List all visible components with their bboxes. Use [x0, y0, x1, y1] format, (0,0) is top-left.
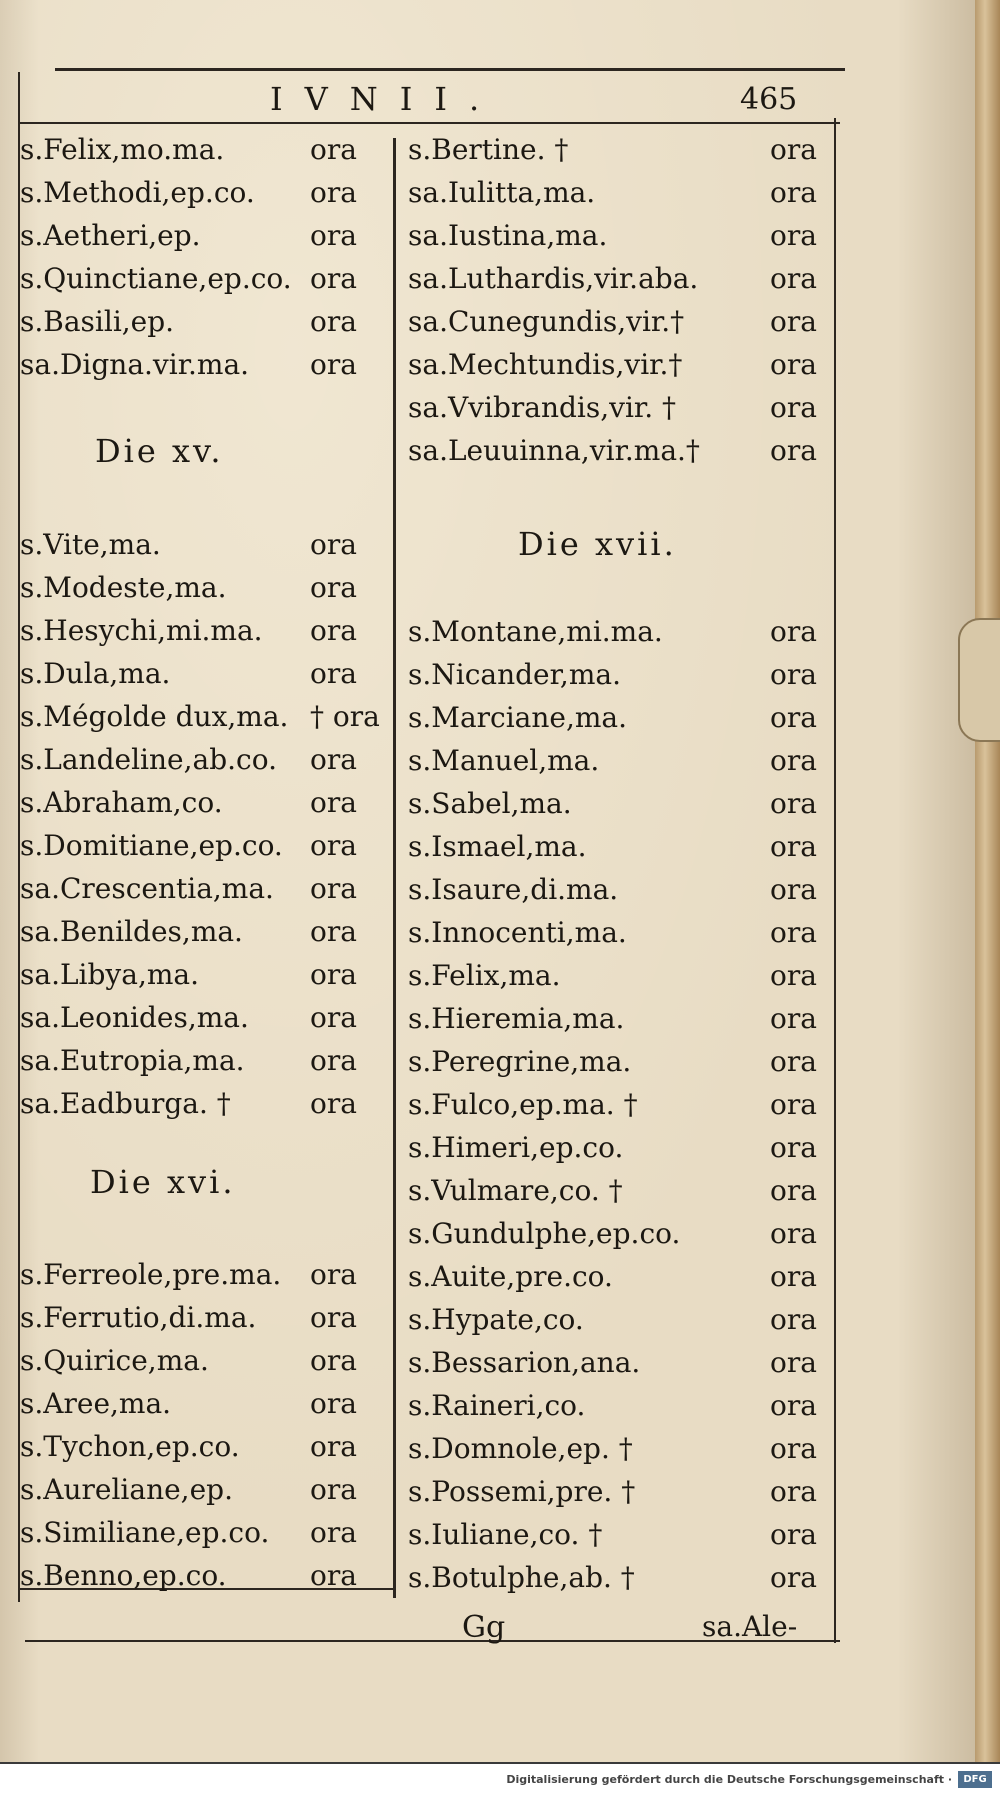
running-head: IVNII.: [270, 80, 502, 118]
response-ora: ora: [770, 219, 817, 252]
saint-name: sa.Iulitta,ma.: [408, 176, 596, 209]
response-ora: ora: [310, 219, 357, 252]
saint-name: sa.Cunegundis,vir.†: [408, 305, 685, 338]
response-ora: ora: [770, 1174, 817, 1207]
litany-entry: [20, 654, 380, 694]
response-ora: ora: [770, 744, 817, 777]
saint-name: s.Manuel,ma.: [408, 744, 600, 777]
saint-name: s.Iuliane,co. †: [408, 1518, 603, 1551]
response-ora: ora: [770, 1389, 817, 1422]
saint-name: sa.Luthardis,vir.aba.: [408, 262, 699, 295]
saint-name: s.Hieremia,ma.: [408, 1002, 625, 1035]
right-border: [834, 118, 836, 1643]
litany-entry: [20, 130, 380, 170]
litany-entry: [20, 783, 380, 823]
response-ora: ora: [310, 743, 357, 776]
litany-entry: [408, 1214, 833, 1254]
response-ora: ora: [310, 1344, 357, 1377]
saint-name: s.Mégolde dux,ma.: [20, 700, 289, 733]
response-ora: ora: [770, 133, 817, 166]
saint-name: s.Isaure,di.ma.: [408, 873, 619, 906]
litany-entry: [408, 1171, 833, 1211]
litany-entry: [20, 1556, 380, 1596]
saint-name: s.Possemi,pre. †: [408, 1475, 636, 1508]
saint-name: s.Aree,ma.: [20, 1387, 172, 1420]
litany-entry: [20, 826, 380, 866]
saint-name: s.Bessarion,ana.: [408, 1346, 641, 1379]
response-ora: † ora: [310, 700, 380, 733]
litany-entry: [20, 1341, 380, 1381]
catchword: sa.Ale-: [702, 1610, 798, 1643]
response-ora: ora: [310, 1516, 357, 1549]
response-ora: ora: [770, 1561, 817, 1594]
saint-name: s.Peregrine,ma.: [408, 1045, 632, 1078]
response-ora: ora: [310, 305, 357, 338]
litany-entry: [408, 956, 833, 996]
saint-name: s.Vite,ma.: [20, 528, 161, 561]
saint-name: s.Basili,ep.: [20, 305, 175, 338]
litany-entry: [408, 1558, 833, 1598]
litany-entry: [20, 1255, 380, 1295]
litany-entry: [20, 525, 380, 565]
response-ora: ora: [310, 1087, 357, 1120]
response-ora: ora: [770, 658, 817, 691]
response-ora: ora: [770, 1475, 817, 1508]
litany-entry: [408, 784, 833, 824]
response-ora: ora: [770, 701, 817, 734]
litany-entry: [408, 827, 833, 867]
litany-entry: [408, 1085, 833, 1125]
saint-name: s.Nicander,ma.: [408, 658, 621, 691]
saint-name: s.Felix,mo.ma.: [20, 133, 225, 166]
litany-entry: [20, 1427, 380, 1467]
header-rule: [55, 68, 845, 71]
response-ora: ora: [310, 262, 357, 295]
saint-name: s.Aureliane,ep.: [20, 1473, 233, 1506]
litany-entry: [20, 611, 380, 651]
saint-name: sa.Vvibrandis,vir. †: [408, 391, 677, 424]
response-ora: ora: [770, 1346, 817, 1379]
saint-name: s.Botulphe,ab. †: [408, 1561, 635, 1594]
signature-mark: Gg: [462, 1610, 506, 1645]
response-ora: ora: [770, 830, 817, 863]
litany-entry: [408, 741, 833, 781]
litany-entry: [408, 1429, 833, 1469]
saint-name: s.Vulmare,co. †: [408, 1174, 623, 1207]
response-ora: ora: [770, 1045, 817, 1078]
response-ora: ora: [770, 176, 817, 209]
litany-entry: [20, 740, 380, 780]
saint-name: s.Tychon,ep.co.: [20, 1430, 240, 1463]
saint-name: s.Quirice,ma.: [20, 1344, 209, 1377]
response-ora: ora: [310, 786, 357, 819]
litany-entry: [20, 1041, 380, 1081]
response-ora: ora: [770, 1131, 817, 1164]
response-ora: ora: [310, 176, 357, 209]
page-tab-marker: [958, 618, 1000, 742]
response-ora: ora: [310, 1473, 357, 1506]
saint-name: s.Ferreole,pre.ma.: [20, 1258, 282, 1291]
response-ora: ora: [770, 434, 817, 467]
dfg-logo: DFG: [958, 1771, 992, 1788]
day-heading: Die xvii.: [518, 525, 677, 563]
response-ora: ora: [770, 1260, 817, 1293]
saint-name: s.Felix,ma.: [408, 959, 561, 992]
saint-name: sa.Crescentia,ma.: [20, 872, 274, 905]
litany-entry: [408, 259, 833, 299]
response-ora: ora: [770, 959, 817, 992]
day-heading: Die xvi.: [90, 1163, 236, 1201]
litany-entry: [408, 1472, 833, 1512]
saint-name: s.Benno,ep.co.: [20, 1559, 227, 1592]
saint-name: s.Fulco,ep.ma. †: [408, 1088, 638, 1121]
response-ora: ora: [770, 787, 817, 820]
litany-entry: [408, 1128, 833, 1168]
litany-entry: [408, 431, 833, 471]
saint-name: s.Gundulphe,ep.co.: [408, 1217, 681, 1250]
response-ora: ora: [310, 1044, 357, 1077]
saint-name: s.Ismael,ma.: [408, 830, 587, 863]
response-ora: ora: [770, 1217, 817, 1250]
litany-entry: [408, 913, 833, 953]
litany-entry: [408, 1386, 833, 1426]
litany-entry: [408, 655, 833, 695]
response-ora: ora: [770, 1303, 817, 1336]
saint-name: s.Landeline,ab.co.: [20, 743, 277, 776]
litany-entry: [20, 998, 380, 1038]
litany-entry: [20, 697, 380, 737]
response-ora: ora: [310, 958, 357, 991]
digitization-bar: [0, 1762, 1000, 1797]
response-ora: ora: [310, 1559, 357, 1592]
response-ora: ora: [770, 1518, 817, 1551]
litany-entry: [20, 302, 380, 342]
saint-name: s.Himeri,ep.co.: [408, 1131, 624, 1164]
saint-name: sa.Leuuinna,vir.ma.†: [408, 434, 700, 467]
litany-entry: [20, 1513, 380, 1553]
response-ora: ora: [310, 571, 357, 604]
litany-entry: [20, 1384, 380, 1424]
saint-name: sa.Digna.vir.ma.: [20, 348, 250, 381]
response-ora: ora: [310, 1258, 357, 1291]
litany-entry: [20, 259, 380, 299]
litany-entry: [408, 345, 833, 385]
saint-name: s.Hypate,co.: [408, 1303, 584, 1336]
response-ora: ora: [310, 1430, 357, 1463]
saint-name: sa.Mechtundis,vir.†: [408, 348, 683, 381]
litany-entry: [20, 345, 380, 385]
litany-entry: [408, 173, 833, 213]
litany-entry: [408, 1300, 833, 1340]
response-ora: ora: [770, 916, 817, 949]
header-underline: [20, 122, 840, 124]
litany-entry: [20, 568, 380, 608]
saint-name: sa.Libya,ma.: [20, 958, 199, 991]
saint-name: s.Dula,ma.: [20, 657, 171, 690]
saint-name: sa.Benildes,ma.: [20, 915, 243, 948]
litany-entry: [408, 130, 833, 170]
litany-entry: [20, 1084, 380, 1124]
saint-name: s.Methodi,ep.co.: [20, 176, 255, 209]
response-ora: ora: [310, 133, 357, 166]
response-ora: ora: [310, 528, 357, 561]
response-ora: ora: [310, 348, 357, 381]
saint-name: s.Auite,pre.co.: [408, 1260, 613, 1293]
saint-name: s.Marciane,ma.: [408, 701, 627, 734]
litany-entry: [408, 999, 833, 1039]
saint-name: s.Domnole,ep. †: [408, 1432, 633, 1465]
litany-entry: [20, 216, 380, 256]
response-ora: ora: [770, 262, 817, 295]
litany-entry: [408, 216, 833, 256]
saint-name: s.Aetheri,ep.: [20, 219, 201, 252]
saint-name: s.Hesychi,mi.ma.: [20, 614, 263, 647]
response-ora: ora: [770, 391, 817, 424]
litany-entry: [408, 698, 833, 738]
litany-entry: [20, 869, 380, 909]
response-ora: ora: [770, 1002, 817, 1035]
response-ora: ora: [770, 1088, 817, 1121]
saint-name: s.Innocenti,ma.: [408, 916, 627, 949]
litany-entry: [408, 1343, 833, 1383]
saint-name: s.Montane,mi.ma.: [408, 615, 663, 648]
digitization-note: Digitalisierung gefördert durch die Deutsche Forschungsgemeinschaft ·: [506, 1773, 952, 1786]
response-ora: ora: [770, 615, 817, 648]
response-ora: ora: [310, 872, 357, 905]
litany-entry: [408, 302, 833, 342]
saint-name: s.Bertine. †: [408, 133, 569, 166]
litany-entry: [20, 955, 380, 995]
litany-entry: [408, 388, 833, 428]
response-ora: ora: [310, 1301, 357, 1334]
litany-entry: [408, 612, 833, 652]
saint-name: sa.Eadburga. †: [20, 1087, 231, 1120]
saint-name: sa.Eutropia,ma.: [20, 1044, 245, 1077]
saint-name: s.Ferrutio,di.ma.: [20, 1301, 257, 1334]
saint-name: s.Domitiane,ep.co.: [20, 829, 283, 862]
response-ora: ora: [310, 1001, 357, 1034]
response-ora: ora: [770, 1432, 817, 1465]
saint-name: s.Sabel,ma.: [408, 787, 572, 820]
response-ora: ora: [310, 614, 357, 647]
litany-entry: [408, 1042, 833, 1082]
saint-name: s.Raineri,co.: [408, 1389, 586, 1422]
response-ora: ora: [310, 915, 357, 948]
saint-name: s.Abraham,co.: [20, 786, 223, 819]
litany-entry: [20, 912, 380, 952]
saint-name: sa.Leonides,ma.: [20, 1001, 249, 1034]
response-ora: ora: [310, 829, 357, 862]
column-divider: [393, 138, 396, 1598]
response-ora: ora: [770, 873, 817, 906]
page-edge: [975, 0, 1000, 1762]
response-ora: ora: [770, 348, 817, 381]
saint-name: s.Similiane,ep.co.: [20, 1516, 270, 1549]
response-ora: ora: [310, 1387, 357, 1420]
litany-entry: [20, 173, 380, 213]
page-number: 465: [740, 82, 798, 117]
litany-entry: [20, 1470, 380, 1510]
response-ora: ora: [770, 305, 817, 338]
saint-name: s.Quinctiane,ep.co.: [20, 262, 292, 295]
litany-entry: [408, 1515, 833, 1555]
saint-name: s.Modeste,ma.: [20, 571, 227, 604]
saint-name: sa.Iustina,ma.: [408, 219, 608, 252]
litany-entry: [20, 1298, 380, 1338]
litany-entry: [408, 870, 833, 910]
litany-entry: [408, 1257, 833, 1297]
response-ora: ora: [310, 657, 357, 690]
day-heading: Die xv.: [95, 432, 224, 470]
